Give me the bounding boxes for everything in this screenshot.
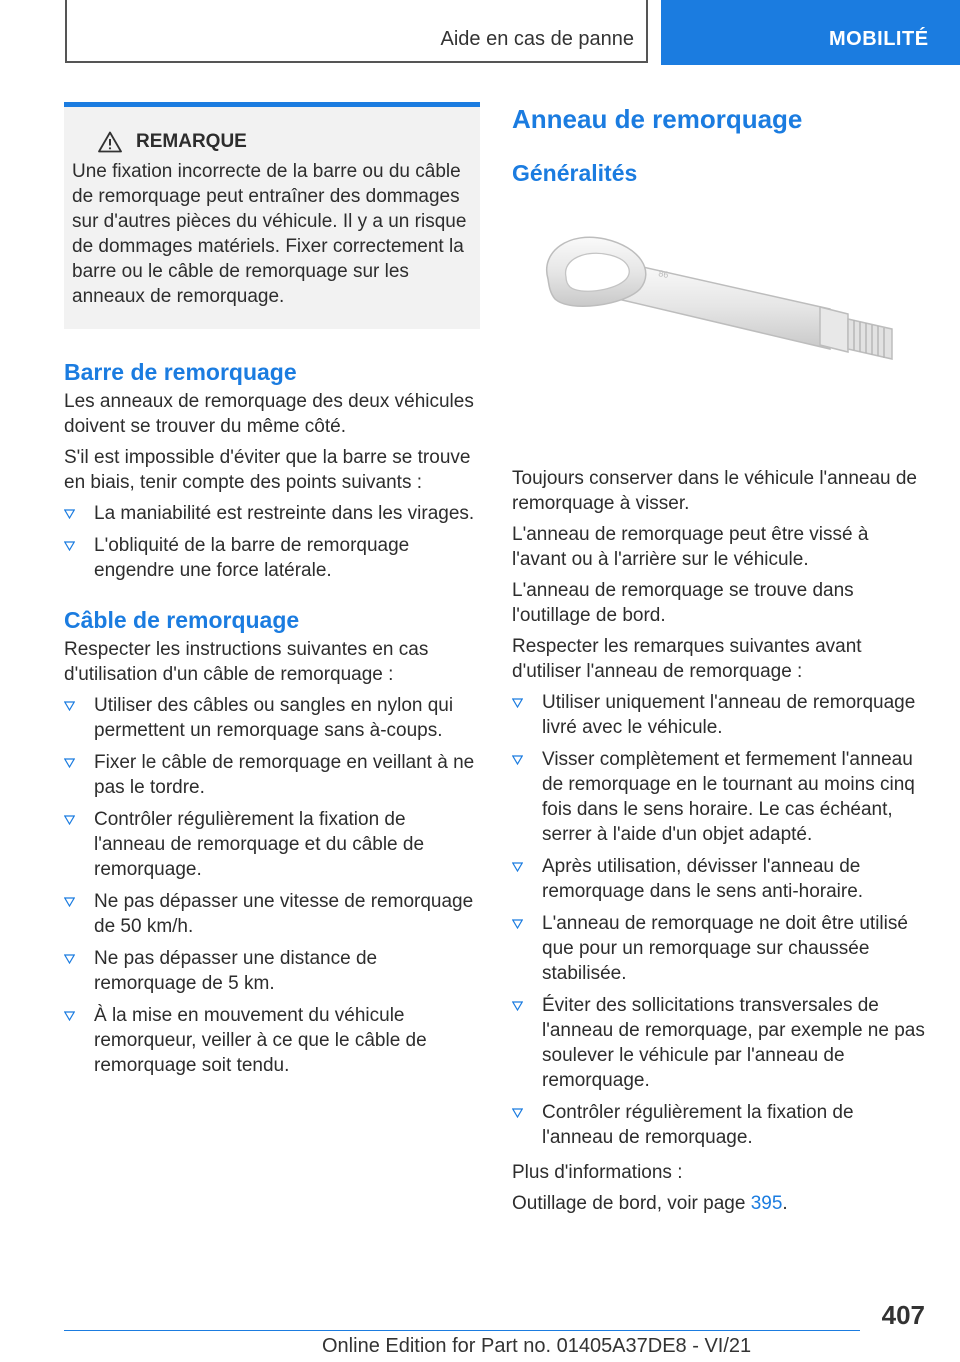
note-box (64, 102, 480, 329)
right-column (512, 102, 928, 1222)
footer-divider (64, 1330, 860, 1331)
triangle-bullet-icon (512, 698, 523, 708)
header-section-title: Aide en cas de panne (440, 28, 634, 50)
list-item: Fixer le câble de remorquage en veillant à ne pas le tordre. (64, 750, 480, 800)
triangle-bullet-icon (64, 815, 75, 825)
triangle-bullet-icon (512, 1001, 523, 1011)
reference-text: Outillage de bord, voir page (512, 1193, 746, 1214)
tow-eye-subheading: Généralités (512, 160, 638, 186)
triangle-bullet-icon (64, 541, 75, 551)
list-item: L'anneau de remorquage ne doit être utilisé que pour un remorquage sur chaussée stabilisée. (512, 911, 928, 986)
tow-eye-paragraph-4: Respecter les remarques suivantes avant d'utiliser l'anneau de remorquage : (512, 636, 862, 682)
tow-bar-heading: Barre de remorquage (64, 359, 297, 385)
list-item: Contrôler régulièrement la fixation de l'anneau de remorquage. (512, 1100, 928, 1150)
list-item: Contrôler régulièrement la fixation de l'anneau de remorquage et du câble de remorquage. (64, 807, 480, 882)
triangle-bullet-icon (512, 1108, 523, 1118)
list-item: La maniabilité est restreinte dans les virages. (64, 501, 480, 526)
list-item: Ne pas dépasser une distance de remorquage de 5 km. (64, 946, 480, 996)
list-item: Éviter des sollicitations transversales de l'anneau de remorquage, par exemple ne pas soulever le véhicule par l'anneau de remorquage. (512, 993, 928, 1093)
triangle-bullet-icon (64, 701, 75, 711)
page-reference-link[interactable]: 395 (750, 1193, 783, 1214)
note-text: Une fixation incorrecte de la barre ou du câble de remorquage peut entraîner des dommages sur d'autres pièces du véhicule. Il y a un risque de dommages matériels. Fixer correctement la barre ou le câble de remorquage sur les anneaux de remorquage. (72, 161, 467, 307)
list-item: Utiliser des câbles ou sangles en nylon qui permettent un remorquage sans à-coups. (64, 693, 480, 743)
tow-bar-list (64, 501, 480, 583)
triangle-bullet-icon (64, 758, 75, 768)
header-chapter-title: MOBILITÉ (829, 28, 929, 50)
tow-eye-paragraph-1: Toujours conserver dans le véhicule l'anneau de remorquage à visser. (512, 468, 917, 514)
triangle-bullet-icon (512, 862, 523, 872)
tow-bar-paragraph-1: Les anneaux de remorquage des deux véhicules doivent se trouver du même côté. (64, 391, 474, 437)
tow-eye-list (512, 690, 928, 1150)
triangle-bullet-icon (512, 919, 523, 929)
tow-eye-illustration (512, 196, 928, 456)
list-item: Ne pas dépasser une vitesse de remorquage de 50 km/h. (64, 889, 480, 939)
left-column (64, 102, 480, 1086)
header-chapter-tab (661, 0, 960, 65)
triangle-bullet-icon (64, 897, 75, 907)
list-item: Utiliser uniquement l'anneau de remorquage livré avec le véhicule. (512, 690, 928, 740)
tow-eye-paragraph-2: L'anneau de remorquage peut être vissé à l'avant ou à l'arrière sur le véhicule. (512, 524, 869, 570)
reference-end: . (782, 1193, 788, 1214)
list-item: À la mise en mouvement du véhicule remorqueur, veiller à ce que le câble de remorquage soit tendu. (64, 1003, 480, 1078)
triangle-bullet-icon (64, 509, 75, 519)
triangle-bullet-icon (512, 755, 523, 765)
triangle-bullet-icon (64, 954, 75, 964)
warning-triangle-icon (98, 131, 122, 153)
list-item: L'obliquité de la barre de remorquage engendre une force latérale. (64, 533, 480, 583)
list-item: Visser complètement et fermement l'anneau de remorquage en le tournant au moins cinq fois dans le sens horaire. Le cas échéant, serrer à l'aide d'un objet adapté. (512, 747, 928, 847)
tow-eye-heading: Anneau de remorquage (512, 104, 803, 134)
note-title-row (98, 129, 472, 154)
header-section-box (65, 0, 648, 63)
page-number: 407 (881, 1300, 925, 1330)
svg-text:86: 86 (657, 268, 670, 281)
note-title: REMARQUE (136, 131, 247, 152)
list-item: Après utilisation, dévisser l'anneau de remorquage dans le sens anti-horaire. (512, 854, 928, 904)
more-info-label: Plus d'informations : (512, 1162, 683, 1183)
tow-cable-paragraph-1: Respecter les instructions suivantes en cas d'utilisation d'un câble de remorquage : (64, 639, 429, 685)
tow-eye-paragraph-3: L'anneau de remorquage se trouve dans l'outillage de bord. (512, 580, 854, 626)
tow-eye-image (530, 221, 910, 431)
tow-cable-heading: Câble de remorquage (64, 607, 300, 633)
triangle-bullet-icon (64, 1011, 75, 1021)
reference-line (512, 1191, 928, 1216)
tow-cable-list (64, 693, 480, 1078)
tow-bar-paragraph-2: S'il est impossible d'éviter que la barre se trouve en biais, tenir compte des points suivants : (64, 447, 471, 493)
footer-edition-text: Online Edition for Part no. 01405A37DE8 - VI/21 (322, 1335, 752, 1357)
